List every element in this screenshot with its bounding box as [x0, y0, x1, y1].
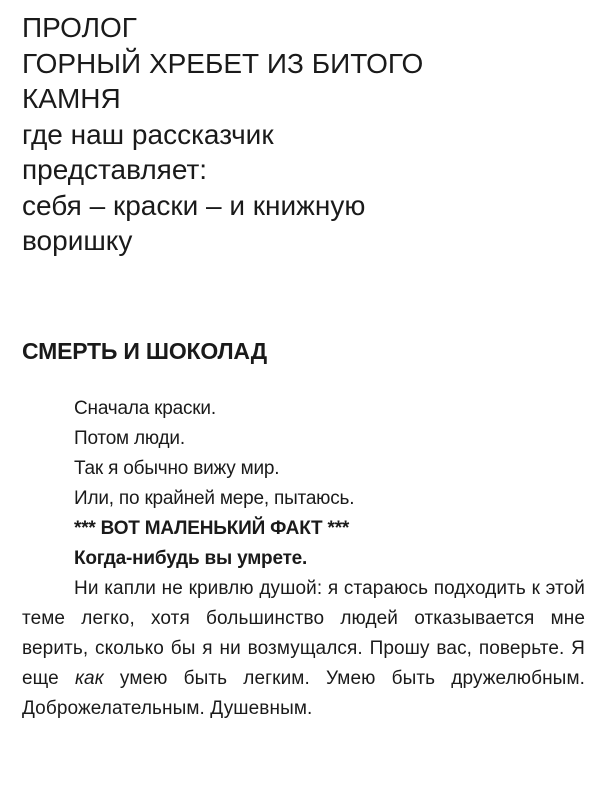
prologue-subtitle-line-4: воришку: [22, 225, 133, 256]
prologue-subtitle-line-2: представляет:: [22, 154, 208, 185]
text-line: Или, по крайней мере, пытаюсь.: [74, 488, 355, 509]
paragraph-text-continued: умею быть легким. Умею быть дружелюбным. Доброжелательным. Душевным.: [22, 668, 585, 719]
fact-heading: *** ВОТ МАЛЕНЬКИЙ ФАКТ ***: [74, 518, 350, 539]
text-line: Так я обычно вижу мир.: [74, 458, 280, 479]
paragraph-text: Ни капли не кривлю душой: я стараюсь подходить к этой теме легко, хотя большинство людей отказывается мне верить, сколько бы я ни возмущался. Прошу вас, поверьте. Я еще: [22, 578, 585, 689]
body-text: [22, 394, 585, 724]
prologue-label: ПРОЛОГ: [22, 12, 137, 43]
prologue-heading: [22, 10, 597, 259]
text-line: Потом люди.: [74, 428, 185, 449]
chapter-title: СМЕРТЬ И ШОКОЛАД: [22, 338, 267, 364]
prologue-subtitle-line-3: себя – краски – и книжную: [22, 189, 366, 221]
prologue-title-line-1: ГОРНЫЙ ХРЕБЕТ ИЗ БИТОГО: [22, 47, 424, 79]
text-line: Сначала краски.: [74, 398, 216, 419]
paragraph: [22, 574, 585, 724]
paragraph-emphasis: как: [74, 668, 104, 689]
fact-text: Когда-нибудь вы умрете.: [74, 548, 308, 569]
prologue-title-line-2: КАМНЯ: [22, 83, 121, 114]
prologue-subtitle-line-1: где наш рассказчик: [22, 118, 274, 150]
